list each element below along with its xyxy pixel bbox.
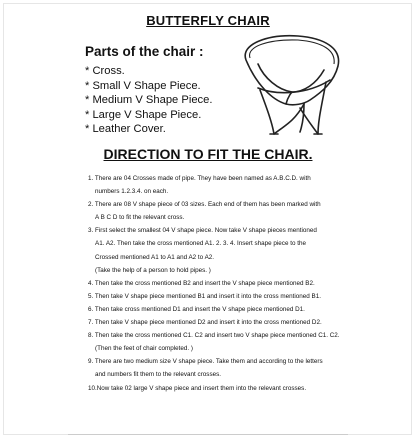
parts-list <box>85 64 212 137</box>
direction-line: (Take the help of a person to hold pipes. ) <box>95 266 211 274</box>
direction-line: 1. There are 04 Crosses made of pipe. They have been named as A.B.C.D. with <box>88 175 311 182</box>
direction-line: 3. First select the smallest 04 V shape piece. Now take V shape pieces mentioned <box>88 227 317 235</box>
parts-heading: Parts of the chair : <box>85 44 204 59</box>
direction-line: 5. Then take V shape piece mentioned B1 and insert it into the cross mentioned B1. <box>88 292 322 300</box>
directions-list <box>88 172 388 395</box>
part-item: * Small V Shape Piece. <box>85 79 201 92</box>
directions-heading: DIRECTION TO FIT THE CHAIR. <box>103 146 313 162</box>
direction-line: 2. There are 08 V shape piece of 03 sizes. Each end of them has been marked with <box>88 201 321 209</box>
direction-line: 4. Then take the cross mentioned B2 and insert the V shape piece mentioned B2. <box>88 279 315 287</box>
part-item: * Cross. <box>85 65 125 77</box>
direction-line: Crossed mentioned A1 to A1 and A2 to A2. <box>95 253 215 261</box>
part-item: * Large V Shape Piece. <box>85 108 202 121</box>
part-item: * Medium V Shape Piece. <box>85 94 213 107</box>
direction-line: numbers 1.2.3.4. on each. <box>95 188 169 196</box>
direction-line: 10.Now take 02 large V shape piece and insert them into the relevant crosses. <box>88 384 307 392</box>
bottom-divider <box>68 434 348 435</box>
direction-line: 8. Then take the cross mentioned C1. C2 and insert two V shape piece mentioned C1. C2. <box>88 332 340 340</box>
direction-line: 9. There are two medium size V shape piece. Take them and according to the letters <box>88 358 323 366</box>
part-item: * Leather Cover. <box>85 123 166 136</box>
direction-line: and numbers fit them to the relevant crosses. <box>95 371 221 379</box>
direction-line: A1. A2. Then take the cross mentioned A1. 2. 3. 4. Insert shape piece to the <box>95 240 306 248</box>
butterfly-chair-icon <box>238 30 348 140</box>
document-title: BUTTERFLY CHAIR <box>146 13 270 28</box>
direction-line: A B C D to fit the relevant cross. <box>95 214 185 222</box>
direction-line: (Then the feet of chair completed. ) <box>95 345 194 353</box>
direction-line: 6. Then take cross mentioned D1 and insert the V shape piece mentioned D1. <box>88 305 305 313</box>
direction-line: 7. Then take V shape piece mentioned D2 and insert it into the cross mentioned D2. <box>88 319 322 327</box>
